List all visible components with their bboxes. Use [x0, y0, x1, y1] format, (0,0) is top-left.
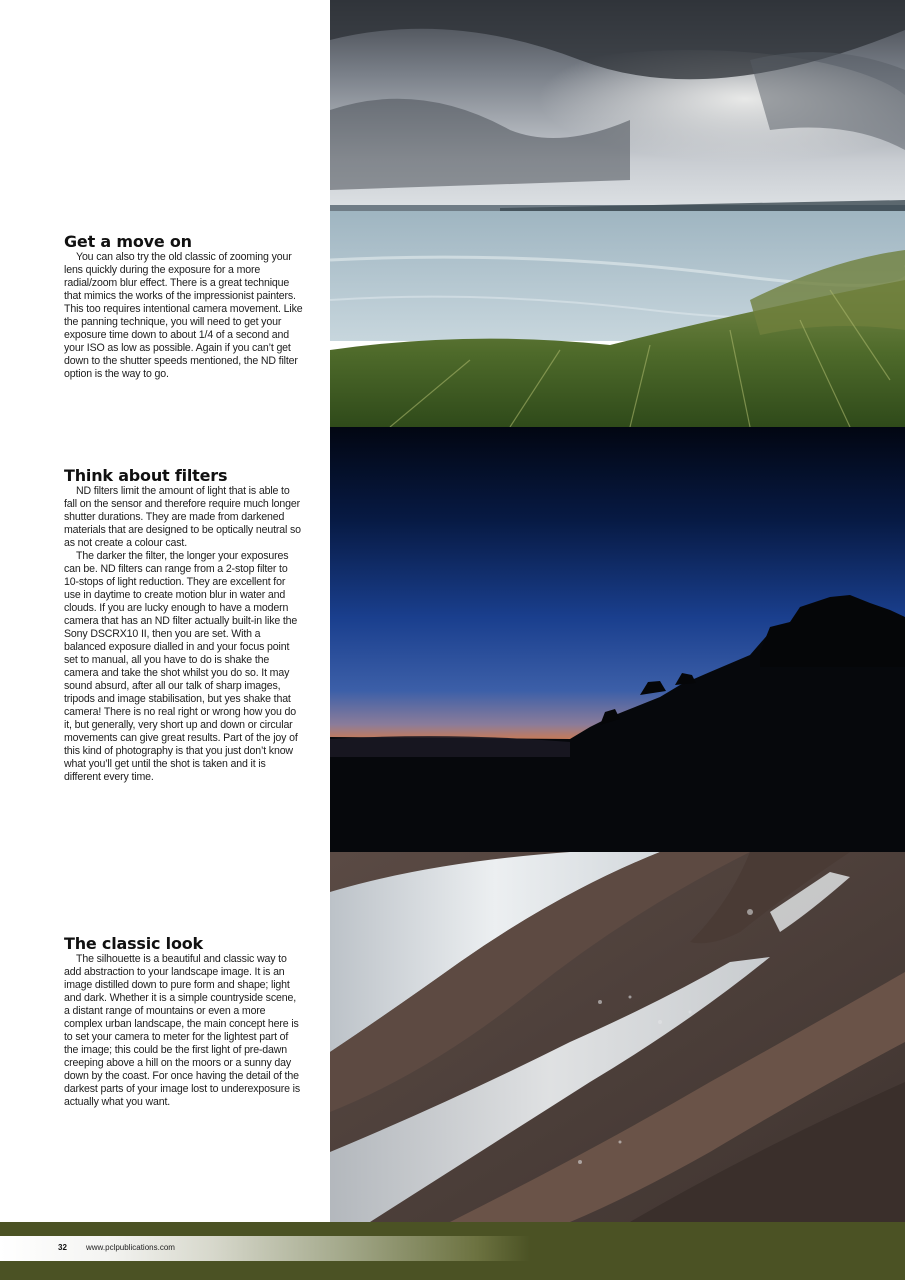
coast-landscape-image	[330, 0, 905, 427]
section-paragraph: ND filters limit the amount of light that is able to fall on the sensor and therefore require much longer shutter durations. They are made from darkened materials that are designed to be optically neutral so as not create a colour cast.	[64, 485, 301, 549]
page-number: 32	[58, 1243, 67, 1252]
section-heading: Get a move on	[64, 232, 192, 251]
photo-zoom-blur-coast	[330, 0, 905, 427]
section-think-about-filters	[64, 466, 304, 784]
section-paragraph: The silhouette is a beautiful and classic way to add abstraction to your landscape image. It is an image distilled down to pure form and shape; light and dark. Whether it is a simple countryside scene, a distant range of mountains or even a more complex urban landscape, the main concept here is to set your camera to meter for the lightest part of the image; this could be the first light of pre-dawn creeping above a hill on the moors or a sunny day down by the coast. For once having the detail of the darkest parts of your image lost to underexposure is actually what you want.	[64, 953, 300, 1108]
silhouette-landscape-image	[330, 427, 905, 852]
sand-ripple-image	[330, 852, 905, 1222]
section-paragraph: You can also try the old classic of zooming your lens quickly during the exposure for a more radial/zoom blur effect. There is a great technique that mimics the works of the impressionist painters. This too requires intentional camera movement. Like the panning technique, you will need to get your exposure time down to about 1/4 of a second and your ISO as low as possible. Again if you can’t get down to the shutter speeds mentioned, the ND filter option is the way to go.	[64, 251, 303, 380]
photo-abstract-sand-ripples	[330, 852, 905, 1222]
section-get-a-move-on	[64, 232, 304, 381]
section-the-classic-look	[64, 934, 304, 1109]
footer-url: www.pclpublications.com	[86, 1243, 175, 1252]
photo-silhouette-dawn	[330, 427, 905, 852]
footer-bar	[0, 1236, 530, 1261]
section-heading: The classic look	[64, 934, 203, 953]
section-heading: Think about filters	[64, 466, 228, 485]
section-paragraph: The darker the filter, the longer your exposures can be. ND filters can range from a 2-stop filter to 10-stops of light reduction. They are excellent for use in daytime to create motion blur in water and clouds. If you are lucky enough to have a modern camera that has an ND filter actually built-in like the Sony DSCRX10 II, then you are set. With a balanced exposure dialled in and your focus point set to manual, all you have to do is shake the camera and take the shot whilst you do so. It may sound absurd, after all our talk of sharp images, tripods and image stabilisation, but yes shake that camera! There is no real right or wrong how you do it, but generally, very short up and down or circular movements can give great results. Part of the joy of this kind of photography is that you just don’t know what you’ll get until the shot is taken and it is different every time.	[64, 550, 298, 783]
